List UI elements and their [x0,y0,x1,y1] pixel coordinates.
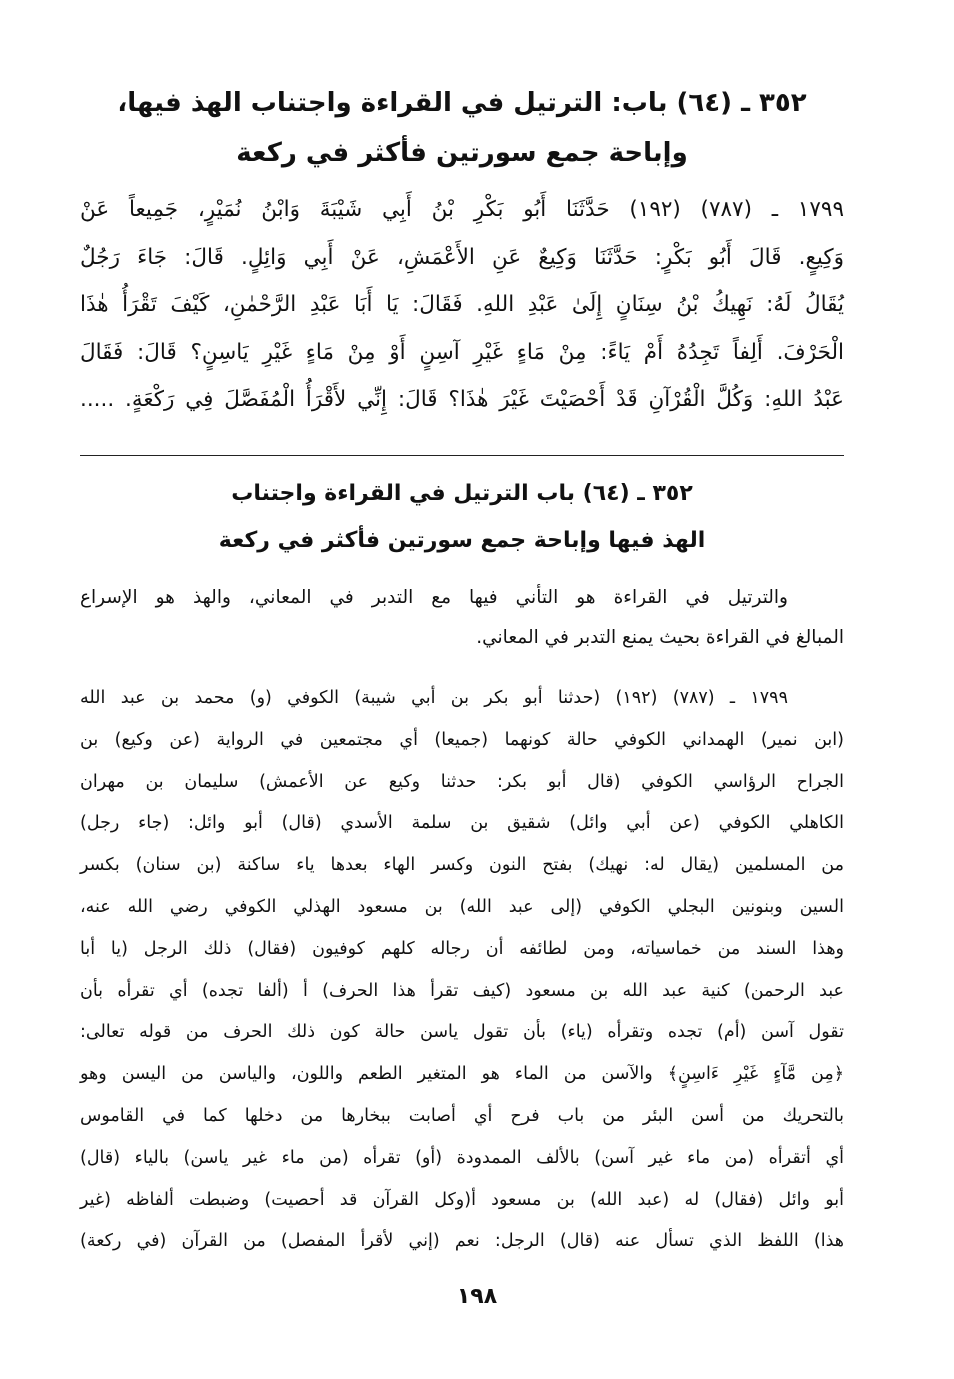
commentary-title-line-2: الهذ فيها وإباحة جمع سورتين فأكثر في ركعة [218,528,706,553]
page-number: ١٩٨ [456,1284,498,1309]
commentary-paragraph [80,678,844,1263]
hadith-line: الْحَرْفَ. أَلِفاً تَجِدُهُ أَمْ يَاءً: مِنْ مَاءٍ غَيْرِ آسِنٍ أَوْ مِنْ مَاءٍ غَيْرِ يَاسِنٍ؟ قَالَ: فَقَالَ [80,339,844,365]
chapter-title-line-1: ٣٥٢ ـ (٦٤) باب: الترتيل في القراءة واجتناب الهذ فيها، [117,88,807,118]
commentary-line: السين وبنونين البجلي الكوفي (إلى عبد الله) بن مسعود الهذلي الكوفي رضي الله عنه، [80,896,844,917]
commentary-line: عبد الرحمن) كنية عبد الله بن مسعود (كيف تقرأ هذا الحرف) أ (ألفا تجده) أي تقرأه بأن [80,980,844,1001]
commentary-line: الجراح الرؤاسي الكوفي (قال أبو بكر: حدثنا وكيع عن الأعمش) سليمان بن مهران [80,771,844,792]
section-divider [80,455,844,456]
hadith-line: يُقَالُ لَهُ: نَهِيكُ بْنُ سِنَانٍ إِلَىٰ عَبْدِ اللهِ. فَقَالَ: يَا أَبَا عَبْدِ الرَّحْمٰنِ، كَيْفَ تَقْرَأُ هٰذَا [80,292,844,317]
commentary-line: هذا) اللفظ الذي تسأل عنه (قال) الرجل: نعم (إني لأقرأ المفصل) من القرآن (في ركعة) [80,1231,844,1252]
chapter-title [80,78,844,178]
commentary-line: من المسلمين (يقال له: نهيك) بفتح النون وكسر الهاء بعدها ياء ساكنة (بن سنان) بكسر [80,855,844,876]
hadith-line: ١٧٩٩ ـ (٧٨٧) (١٩٢) حَدَّثَنَا أَبُو بَكْرِ بْنُ أَبِي شَيْبَةَ وَابْنُ نُمَيْرٍ، جَمِيعاً عَنْ [80,197,844,222]
intro-line: والترتيل في القراءة هو التأني فيها مع التدبر في المعاني، والهذ هو الإسراع [80,587,788,608]
hadith-line: عَبْدُ اللهِ: وَكُلَّ الْقُرْآنِ قَدْ أَحْصَيْتَ غَيْرَ هٰذَا؟ قَالَ: إِنِّي لأَقْرَأُ الْمُفَصَّلَ فِي رَكْعَةٍ. ..... [80,387,844,412]
commentary-title [80,470,844,564]
commentary-line: أبو وائل (فقال) له (عبد الله) بن مسعود أ(وكل القرآن قد أحصيت) وضبطت ألفاظه (غير [80,1189,844,1210]
commentary-title-line-1: ٣٥٢ ـ (٦٤) باب الترتيل في القراءة واجتناب [231,481,693,506]
commentary-line: ١٧٩٩ ـ (٧٨٧) (١٩٢) (حدثنا أبو بكر بن أبي شيبة) الكوفي (و) محمد بن عبد الله [80,688,788,708]
commentary-line: بالتحريك من أسن البئر من باب فرح أي أصابت ببخارها من دخلها كما في القاموس [80,1105,844,1126]
hadith-line: وَكِيعٍ. قَالَ أَبُو بَكْرٍ: حَدَّثَنَا وَكِيعٌ عَنِ الأَعْمَشِ، عَنْ أَبِي وَائِلٍ. قَالَ: جَاءَ رَجُلٌ [80,244,844,270]
commentary-line: تقول آسن (أم) تجده وتقرأه (ياء) بأن تقول ياسن حالة كون ذلك الحرف من قوله تعالى: [80,1022,844,1043]
commentary-line: ﴿مِن مَّآءٍ غَيْرِ ءَاسِنٍ﴾ والآسن من الماء هو المتغير الطعم واللون، والياسن من اليسن وهو [80,1064,844,1085]
hadith-text [80,186,844,424]
intro-paragraph [80,578,844,658]
commentary-line: وهذا السند من خماسياته، ومن لطائفه أن رجاله كلهم كوفيون (فقال) ذلك الرجل (يا أبا [80,938,844,959]
chapter-title-line-2: وإباحة جمع سورتين فأكثر في ركعة [236,138,688,168]
commentary-line: أي أتقرأه (من ماء غير آسن) بالألف الممدودة (أو) تقرأه (من ماء غير ياسن) بالياء (قال) [80,1147,844,1168]
commentary-line: الكاهلي الكوفي (عن أبي وائل) شقيق بن سلمة الأسدي (قال) أبو وائل: (جاء رجل) [80,813,844,834]
commentary-line: (ابن نمير) الهمداني الكوفي حالة كونهما (جميعا) أي مجتمعين في الرواية (عن وكيع) بن [80,729,844,750]
intro-line: المبالغ في القراءة بحيث يمنع التدبر في المعاني. [476,627,844,648]
